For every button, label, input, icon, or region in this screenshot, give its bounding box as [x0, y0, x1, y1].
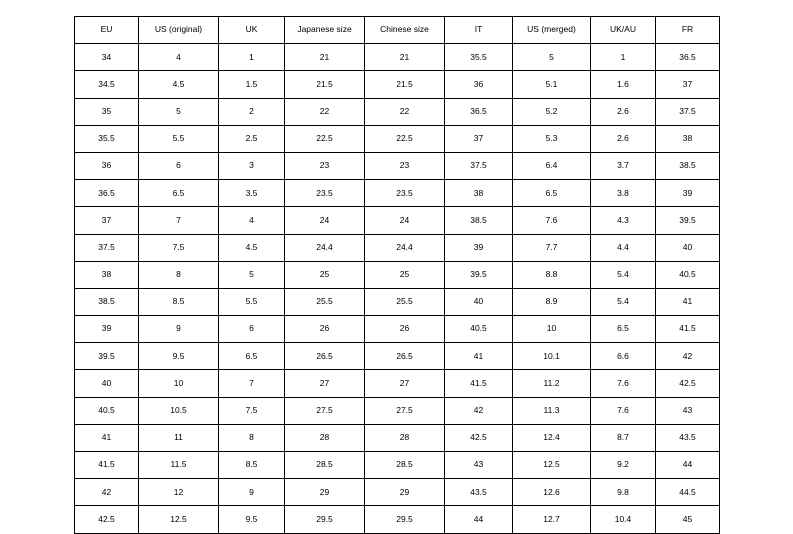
table-row [75, 207, 720, 234]
table-cell: 8.5 [139, 288, 219, 315]
table-cell: 10.5 [139, 397, 219, 424]
table-row [75, 316, 720, 343]
table-body [75, 44, 720, 533]
table-cell: 1.5 [219, 71, 285, 98]
table-row [75, 71, 720, 98]
table-cell: 5.1 [513, 71, 591, 98]
table-cell: 43 [445, 452, 513, 479]
table-cell: 11.5 [139, 452, 219, 479]
table-cell: 44.5 [656, 479, 720, 506]
table-cell: 43.5 [445, 479, 513, 506]
table-cell: 1 [591, 44, 656, 71]
table-column-header: Chinese size [365, 17, 445, 44]
table-row [75, 261, 720, 288]
table-cell: 4 [219, 207, 285, 234]
table-cell: 40 [656, 234, 720, 261]
table-cell: 10 [513, 316, 591, 343]
table-cell: 39.5 [445, 261, 513, 288]
table-column-header: Japanese size [285, 17, 365, 44]
table-cell: 2.6 [591, 125, 656, 152]
table-cell: 39.5 [656, 207, 720, 234]
table-row [75, 125, 720, 152]
table-cell: 42.5 [656, 370, 720, 397]
table-cell: 2.5 [219, 125, 285, 152]
table-cell: 8.9 [513, 288, 591, 315]
table-cell: 10.1 [513, 343, 591, 370]
table-cell: 25 [285, 261, 365, 288]
table-column-header: UK/AU [591, 17, 656, 44]
table-cell: 11.3 [513, 397, 591, 424]
table-cell: 36 [75, 152, 139, 179]
table-row [75, 98, 720, 125]
table-cell: 26.5 [285, 343, 365, 370]
table-cell: 25.5 [285, 288, 365, 315]
table-cell: 5.2 [513, 98, 591, 125]
table-cell: 39 [445, 234, 513, 261]
table-cell: 42.5 [445, 424, 513, 451]
table-cell: 22.5 [285, 125, 365, 152]
table-cell: 1 [219, 44, 285, 71]
table-cell: 6.4 [513, 152, 591, 179]
table-cell: 38.5 [445, 207, 513, 234]
table-cell: 24 [365, 207, 445, 234]
table-cell: 2 [219, 98, 285, 125]
table-cell: 12.5 [139, 506, 219, 533]
table-cell: 41.5 [445, 370, 513, 397]
table-cell: 6.5 [219, 343, 285, 370]
table-cell: 11.2 [513, 370, 591, 397]
table-cell: 3.5 [219, 180, 285, 207]
table-cell: 38 [445, 180, 513, 207]
table-cell: 7.5 [139, 234, 219, 261]
table-cell: 23.5 [365, 180, 445, 207]
table-cell: 4 [139, 44, 219, 71]
table-cell: 43.5 [656, 424, 720, 451]
table-cell: 36 [445, 71, 513, 98]
table-header [75, 17, 720, 44]
table-cell: 35.5 [445, 44, 513, 71]
table-cell: 38.5 [656, 152, 720, 179]
table-cell: 27 [285, 370, 365, 397]
table-cell: 40.5 [75, 397, 139, 424]
table-cell: 39 [656, 180, 720, 207]
table-cell: 34.5 [75, 71, 139, 98]
table-cell: 41 [445, 343, 513, 370]
table-cell: 41.5 [656, 316, 720, 343]
table-cell: 37.5 [75, 234, 139, 261]
table-cell: 6.5 [139, 180, 219, 207]
table-cell: 35 [75, 98, 139, 125]
table-cell: 6 [219, 316, 285, 343]
table-row [75, 180, 720, 207]
table-cell: 42 [445, 397, 513, 424]
table-cell: 42 [75, 479, 139, 506]
table-cell: 3 [219, 152, 285, 179]
table-cell: 25 [365, 261, 445, 288]
table-cell: 7.5 [219, 397, 285, 424]
table-cell: 21 [285, 44, 365, 71]
table-row [75, 44, 720, 71]
table-cell: 12.5 [513, 452, 591, 479]
table-cell: 8.5 [219, 452, 285, 479]
table-cell: 22 [365, 98, 445, 125]
table-column-header: US (merged) [513, 17, 591, 44]
table-row [75, 234, 720, 261]
table-cell: 21.5 [285, 71, 365, 98]
table-cell: 6.5 [513, 180, 591, 207]
table-cell: 24 [285, 207, 365, 234]
table-cell: 22.5 [365, 125, 445, 152]
table-cell: 9 [219, 479, 285, 506]
table-cell: 44 [445, 506, 513, 533]
table-cell: 26.5 [365, 343, 445, 370]
table-cell: 12.4 [513, 424, 591, 451]
table-cell: 5.5 [139, 125, 219, 152]
table-cell: 42.5 [75, 506, 139, 533]
table-cell: 38 [75, 261, 139, 288]
table-column-header: UK [219, 17, 285, 44]
table-column-header: US (original) [139, 17, 219, 44]
table-cell: 8 [139, 261, 219, 288]
table-cell: 25.5 [365, 288, 445, 315]
table-cell: 7 [139, 207, 219, 234]
table-cell: 37 [656, 71, 720, 98]
table-cell: 21 [365, 44, 445, 71]
table-cell: 7 [219, 370, 285, 397]
table-cell: 36.5 [656, 44, 720, 71]
table-cell: 37.5 [445, 152, 513, 179]
table-column-header: EU [75, 17, 139, 44]
table-cell: 5.4 [591, 261, 656, 288]
table-cell: 5.5 [219, 288, 285, 315]
table-row [75, 452, 720, 479]
table-cell: 29.5 [285, 506, 365, 533]
table-cell: 9.8 [591, 479, 656, 506]
table-cell: 41.5 [75, 452, 139, 479]
table-cell: 10 [139, 370, 219, 397]
table-cell: 23 [285, 152, 365, 179]
table-cell: 8.8 [513, 261, 591, 288]
table-row [75, 506, 720, 533]
table-cell: 41 [75, 424, 139, 451]
table-cell: 7.7 [513, 234, 591, 261]
table-cell: 24.4 [285, 234, 365, 261]
table-cell: 40.5 [656, 261, 720, 288]
table-cell: 5 [139, 98, 219, 125]
table-cell: 27.5 [365, 397, 445, 424]
table-cell: 5 [513, 44, 591, 71]
shoe-size-conversion-table [74, 16, 720, 534]
table-cell: 7.6 [591, 397, 656, 424]
table-cell: 43 [656, 397, 720, 424]
table-cell: 44 [656, 452, 720, 479]
table-row [75, 397, 720, 424]
table-cell: 36.5 [445, 98, 513, 125]
table-cell: 5.4 [591, 288, 656, 315]
table-cell: 5 [219, 261, 285, 288]
table-cell: 23 [365, 152, 445, 179]
table-cell: 4.5 [219, 234, 285, 261]
table-row [75, 343, 720, 370]
table-row [75, 424, 720, 451]
table-cell: 28.5 [365, 452, 445, 479]
table-row [75, 479, 720, 506]
table-cell: 38 [656, 125, 720, 152]
table-cell: 40 [75, 370, 139, 397]
table-cell: 39 [75, 316, 139, 343]
table-cell: 8 [219, 424, 285, 451]
table-cell: 28.5 [285, 452, 365, 479]
table-cell: 23.5 [285, 180, 365, 207]
table-cell: 40 [445, 288, 513, 315]
table-cell: 28 [365, 424, 445, 451]
table-cell: 37.5 [656, 98, 720, 125]
table-cell: 4.4 [591, 234, 656, 261]
table-cell: 24.4 [365, 234, 445, 261]
table-cell: 9.2 [591, 452, 656, 479]
table-cell: 29 [365, 479, 445, 506]
table-cell: 1.6 [591, 71, 656, 98]
table-cell: 6.5 [591, 316, 656, 343]
table-cell: 12.6 [513, 479, 591, 506]
shoe-size-conversion-table-container [74, 16, 719, 534]
table-column-header: FR [656, 17, 720, 44]
table-cell: 6.6 [591, 343, 656, 370]
table-cell: 40.5 [445, 316, 513, 343]
table-cell: 9 [139, 316, 219, 343]
table-cell: 21.5 [365, 71, 445, 98]
table-cell: 3.8 [591, 180, 656, 207]
table-cell: 26 [285, 316, 365, 343]
table-column-header: IT [445, 17, 513, 44]
table-cell: 6 [139, 152, 219, 179]
table-cell: 10.4 [591, 506, 656, 533]
table-cell: 41 [656, 288, 720, 315]
table-cell: 36.5 [75, 180, 139, 207]
table-cell: 2.6 [591, 98, 656, 125]
table-cell: 39.5 [75, 343, 139, 370]
table-cell: 29 [285, 479, 365, 506]
table-cell: 12.7 [513, 506, 591, 533]
table-row [75, 288, 720, 315]
table-row [75, 370, 720, 397]
table-cell: 3.7 [591, 152, 656, 179]
table-cell: 38.5 [75, 288, 139, 315]
table-cell: 34 [75, 44, 139, 71]
table-cell: 27.5 [285, 397, 365, 424]
table-cell: 28 [285, 424, 365, 451]
table-cell: 26 [365, 316, 445, 343]
table-cell: 42 [656, 343, 720, 370]
table-cell: 5.3 [513, 125, 591, 152]
table-cell: 7.6 [591, 370, 656, 397]
table-cell: 9.5 [219, 506, 285, 533]
table-cell: 45 [656, 506, 720, 533]
table-cell: 37 [75, 207, 139, 234]
table-cell: 11 [139, 424, 219, 451]
table-row [75, 152, 720, 179]
table-cell: 37 [445, 125, 513, 152]
table-cell: 8.7 [591, 424, 656, 451]
table-cell: 29.5 [365, 506, 445, 533]
table-cell: 4.5 [139, 71, 219, 98]
table-cell: 27 [365, 370, 445, 397]
table-cell: 4.3 [591, 207, 656, 234]
table-cell: 35.5 [75, 125, 139, 152]
table-cell: 12 [139, 479, 219, 506]
table-cell: 7.6 [513, 207, 591, 234]
table-cell: 22 [285, 98, 365, 125]
table-header-row [75, 17, 720, 44]
table-cell: 9.5 [139, 343, 219, 370]
